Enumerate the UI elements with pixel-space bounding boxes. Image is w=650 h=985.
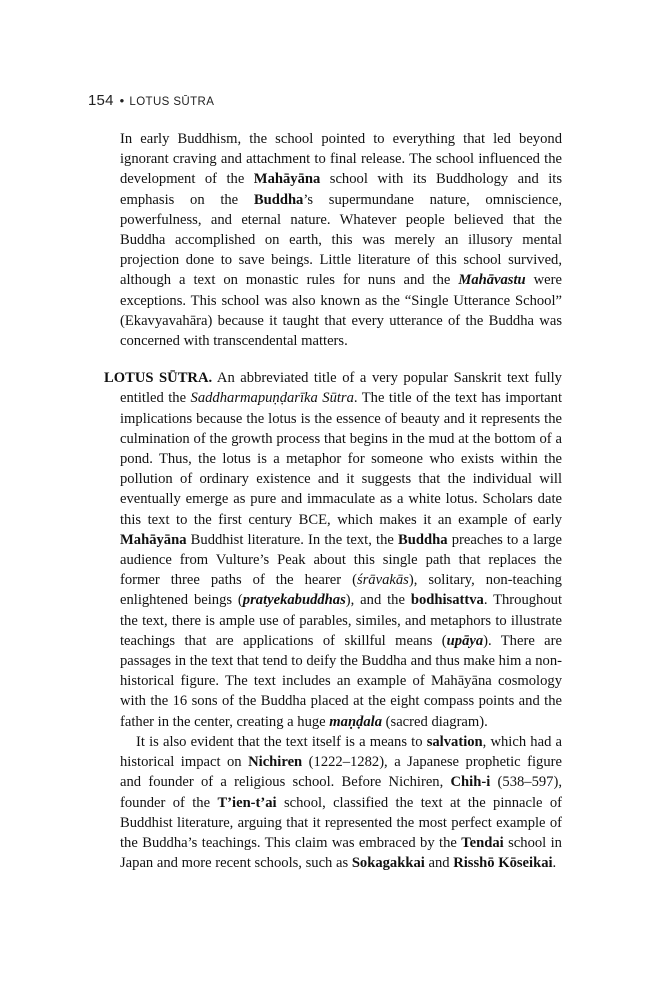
cross-reference: Buddha <box>253 191 304 208</box>
text-run: school with its Buddhology and its emphasis on the <box>120 171 563 208</box>
body-text <box>104 129 562 873</box>
cross-reference: Risshō Kōseikai <box>453 855 553 872</box>
text-run: (sacred diagram). <box>382 713 488 730</box>
text-run: (1222–1282), a Japanese prophetic figure and founder of a religious school. Before Nichiren, <box>120 754 562 791</box>
text-run: , which had a historical impact on <box>120 733 563 771</box>
cross-reference: pratyekabuddhas <box>242 592 346 609</box>
running-title: LOTUS SŪTRA <box>129 96 215 108</box>
text-run: ’s supermundane nature, omniscience, powerfulness, and eternal nature. Whatever people believed that the Buddha accomplished on earth, this was merely an illusory mental projection done to save beings. Little literature of this school survived, although a text on monastic rules for nuns and the <box>120 191 563 289</box>
dictionary-entry <box>104 368 562 732</box>
text-run: . <box>552 855 557 872</box>
cross-reference: maṇḍala <box>329 713 383 730</box>
cross-reference: salvation <box>426 733 483 750</box>
text-run: In early Buddhism, the school pointed to everything that led beyond ignorant craving and attachment to final release. The school influenced the development of the <box>120 131 562 188</box>
text-run: . The title of the text has important implications because the lotus is the essence of beauty and it represents the culmination of the growth process that begins in the mud at the bottom of a pond. Thus, the lotus is a metaphor for someone who exists within the pollution of ordinary existence and it suggests that the individual will eventually emerge as pure and immaculate as a white lotus. Scholars date this text to the first century BCE, which makes it an example of early <box>120 390 563 528</box>
text-run: were exceptions. This school was also known as the “Single Utterance School” (Ekavyavahāra) because it taught that every utterance of the Buddha was concerned with transcendental matters. <box>120 272 562 350</box>
cross-reference: Sokagakkai <box>351 855 425 872</box>
text-run: school in Japan and more recent schools, such as <box>120 834 562 872</box>
cross-reference: bodhisattva <box>410 592 484 609</box>
text-run: . Throughout the text, there is ample use of parables, similes, and metaphors to illustrate teachings that are applications of skillful means ( <box>120 592 562 649</box>
cross-reference: Buddha <box>398 531 448 548</box>
text-run: (538–597), founder of the <box>120 774 562 811</box>
cross-reference: Mahāyāna <box>120 531 187 548</box>
cross-reference: Tendai <box>461 834 504 851</box>
text-run: and <box>424 855 454 872</box>
indented-paragraph <box>104 732 562 873</box>
cross-reference: upāya <box>446 632 484 649</box>
text-run: ). There are passages in the text that tend to deify the Buddha and thus make him a non-historical figure. The text includes an example of Mahāyāna cosmology with the 16 sons of the Buddha placed at the eight compass points and the father in the center, creating a huge <box>120 632 562 730</box>
text-run: An abbreviated title of a very popular Sanskrit text fully entitled the <box>120 370 562 407</box>
running-head <box>88 92 214 109</box>
cross-reference: T’ien-t’ai <box>217 794 277 811</box>
italic-title: Saddharmapuṇḍarīka Sūtra <box>190 390 354 407</box>
text-run: school, classified the text at the pinnacle of Buddhist literature, arguing that it represented the most perfect example of the Buddha’s teachings. This claim was embraced by the <box>120 794 562 851</box>
entry-headword: LOTUS SŪTRA. <box>104 370 213 387</box>
cross-reference: Mahāvastu <box>458 272 526 289</box>
italic-term: śrāvakās <box>356 572 409 589</box>
cross-reference: Nichiren <box>248 754 303 771</box>
text-run: preaches to a large audience from Vulture’s Peak about this single path that replaces the former three paths of the hearer ( <box>120 531 562 589</box>
text-run: Buddhist literature. In the text, the <box>186 531 399 548</box>
bullet-separator: • <box>119 93 125 108</box>
cross-reference: Chih-i <box>450 774 491 791</box>
continued-paragraph <box>104 129 562 351</box>
text-run: ), and the <box>345 592 411 609</box>
text-run: ), solitary, non-teaching enlightened beings ( <box>120 572 562 609</box>
page-number: 154 <box>88 92 114 109</box>
cross-reference: Mahāyāna <box>253 171 321 188</box>
text-run: It is also evident that the text itself is a means to <box>136 733 427 750</box>
